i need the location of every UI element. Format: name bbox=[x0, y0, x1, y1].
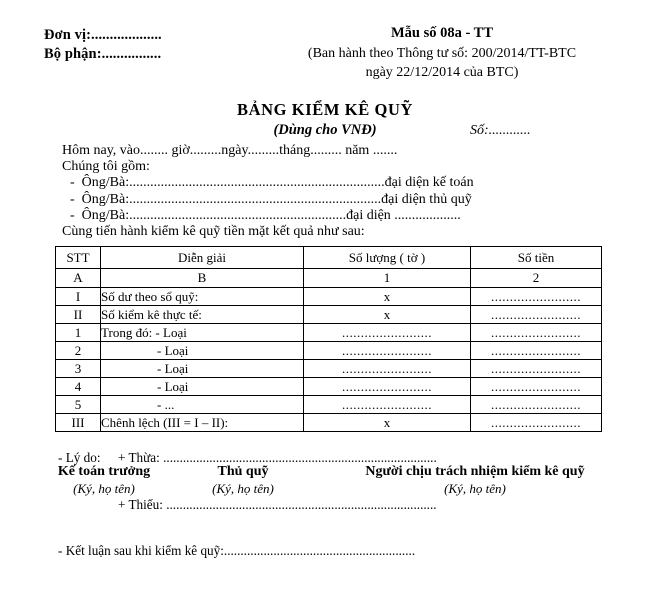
table-row bbox=[56, 306, 602, 324]
page-title: BẢNG KIỂM KÊ QUỸ bbox=[237, 100, 413, 119]
cell-so-luong: x bbox=[304, 306, 471, 324]
cell-stt: II bbox=[56, 306, 101, 324]
issued-line-1: (Ban hành theo Thông tư số: 200/2014/TT-BTC bbox=[307, 45, 577, 61]
cell-so-tien: ........................ bbox=[471, 342, 602, 360]
participant-line-treasurer: - Ông/Bà:........................................................................đại diện thủ quỹ bbox=[70, 191, 472, 207]
cell-dien-giai: Số kiểm kê thực tế: bbox=[101, 306, 304, 324]
unit-info-block bbox=[44, 26, 162, 64]
cell-so-tien: ........................ bbox=[471, 306, 602, 324]
unit-label: Đơn vị:................... bbox=[44, 27, 162, 43]
signature-chief-accountant bbox=[34, 463, 174, 497]
table-row bbox=[56, 324, 602, 342]
cell-stt: 5 bbox=[56, 396, 101, 414]
page-subtitle: (Dùng cho VNĐ) bbox=[273, 122, 377, 138]
cell-dien-giai: Chênh lệch (III = I – II): bbox=[101, 414, 304, 432]
column-header-so-luong: Số lượng ( tờ ) bbox=[304, 247, 471, 269]
cell-so-luong: ........................ bbox=[304, 360, 471, 378]
cell-so-tien: ........................ bbox=[471, 396, 602, 414]
cell-stt: I bbox=[56, 288, 101, 306]
document-header bbox=[0, 0, 650, 86]
reason-label: - Lý do: bbox=[58, 450, 101, 465]
table-row bbox=[56, 378, 602, 396]
signature-role-label: Kế toán trưởng bbox=[57, 464, 151, 479]
department-label: Bộ phận:................ bbox=[44, 46, 162, 62]
signature-treasurer bbox=[188, 463, 298, 497]
column-code-1: 1 bbox=[304, 269, 471, 288]
date-time-line: Hôm nay, vào........ giờ.........ngày.........tháng......... năm ....... bbox=[62, 143, 398, 158]
signature-responsible-person bbox=[330, 463, 620, 497]
cell-so-luong: x bbox=[304, 288, 471, 306]
conclusion-line: - Kết luận sau khi kiểm kê quỹ:.......................................................... bbox=[58, 543, 416, 558]
cell-so-tien: ........................ bbox=[471, 414, 602, 432]
column-code-a: A bbox=[56, 269, 101, 288]
table-column-code-row bbox=[56, 269, 602, 288]
cell-so-luong: ........................ bbox=[304, 396, 471, 414]
cell-dien-giai-text: - Loại bbox=[157, 360, 189, 376]
cell-dien-giai bbox=[101, 396, 304, 414]
table-row bbox=[56, 342, 602, 360]
cell-stt: 3 bbox=[56, 360, 101, 378]
form-number: Mẫu số 08a - TT bbox=[390, 25, 494, 41]
signature-role-label: Thủ quỹ bbox=[217, 464, 269, 479]
column-header-stt: STT bbox=[56, 247, 101, 269]
cell-stt: 1 bbox=[56, 324, 101, 342]
issued-line-2: ngày 22/12/2014 của BTC) bbox=[365, 65, 519, 80]
signature-block bbox=[0, 463, 650, 509]
participants-heading: Chúng tôi gồm: bbox=[62, 159, 150, 175]
table-row bbox=[56, 288, 602, 306]
cell-dien-giai: Trong đó: - Loại bbox=[101, 324, 304, 342]
signature-note: (Ký, họ tên) bbox=[212, 481, 274, 496]
cash-count-table bbox=[55, 246, 602, 432]
table-row bbox=[56, 360, 602, 378]
cash-count-table-wrapper bbox=[55, 246, 601, 432]
participant-line-accountant: - Ông/Bà:.........................................................................đại diện kế toán bbox=[70, 175, 474, 191]
cell-dien-giai-text: - ... bbox=[157, 396, 175, 412]
column-header-dien-giai: Diễn giải bbox=[101, 247, 304, 269]
column-header-so-tien: Số tiền bbox=[471, 247, 602, 269]
signature-note: (Ký, họ tên) bbox=[73, 481, 135, 496]
form-reference-block bbox=[272, 24, 612, 83]
table-row bbox=[56, 396, 602, 414]
signature-role-label: Người chịu trách nhiệm kiểm kê quỹ bbox=[365, 464, 585, 479]
cell-so-tien: ........................ bbox=[471, 324, 602, 342]
cell-dien-giai-text: - Loại bbox=[157, 342, 189, 358]
deficit-field: + Thiếu: .................................................................................. bbox=[118, 496, 437, 512]
table-header-row bbox=[56, 247, 602, 269]
document-number-field: Số:............ bbox=[470, 123, 531, 138]
cell-so-luong: x bbox=[304, 414, 471, 432]
cell-stt: 4 bbox=[56, 378, 101, 396]
cell-dien-giai: Số dư theo sổ quỹ: bbox=[101, 288, 304, 306]
cell-stt: III bbox=[56, 414, 101, 432]
cell-dien-giai bbox=[101, 360, 304, 378]
signature-note: (Ký, họ tên) bbox=[444, 481, 506, 496]
cell-dien-giai bbox=[101, 342, 304, 360]
cell-so-tien: ........................ bbox=[471, 360, 602, 378]
proceed-statement: Cùng tiến hành kiểm kê quỹ tiền mặt kết quả như sau: bbox=[62, 224, 365, 240]
column-code-b: B bbox=[101, 269, 304, 288]
cell-so-luong: ........................ bbox=[304, 324, 471, 342]
column-code-2: 2 bbox=[471, 269, 602, 288]
cell-dien-giai-text: - Loại bbox=[157, 378, 189, 394]
cell-stt: 2 bbox=[56, 342, 101, 360]
participant-line-other: - Ông/Bà:..............................................................đại diện ................... bbox=[70, 207, 461, 223]
cell-so-luong: ........................ bbox=[304, 378, 471, 396]
intro-block bbox=[62, 143, 622, 240]
cell-so-tien: ........................ bbox=[471, 378, 602, 396]
cell-so-luong: ........................ bbox=[304, 342, 471, 360]
cell-dien-giai bbox=[101, 378, 304, 396]
cell-so-tien: ........................ bbox=[471, 288, 602, 306]
surplus-field: + Thừa: ................................................................................... bbox=[118, 450, 437, 465]
